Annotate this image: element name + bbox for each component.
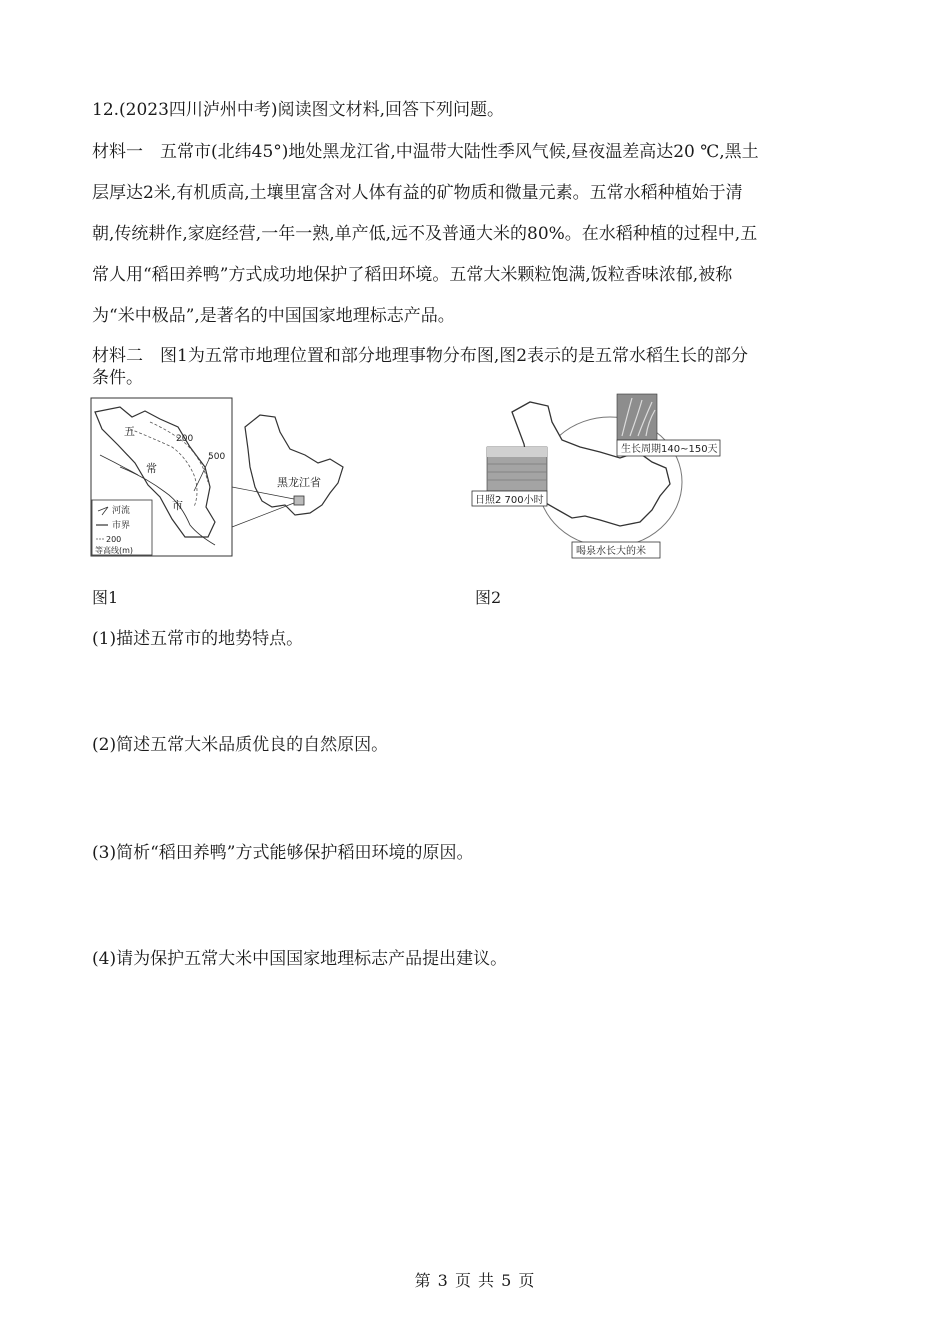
legend-river: 河流 bbox=[112, 506, 131, 516]
page-footer: 第 3 页 共 5 页 bbox=[414, 1271, 536, 1290]
figure1-map bbox=[90, 397, 348, 559]
growth-cycle-label: 生长周期140~150天 bbox=[621, 444, 718, 455]
material-one-line: 常人用“稻田养鸭”方式成功地保护了稻田环境。五常大米颗粒饱满,饭粒香味浓郁,被称 bbox=[92, 265, 733, 285]
wuchang-marker bbox=[294, 496, 304, 505]
material-one-line: 为“米中极品”,是著名的中国国家地理标志产品。 bbox=[92, 306, 455, 326]
material-one-line: 朝,传统耕作,家庭经营,一年一熟,单产低,远不及普通大米的80%。在水稻种植的过程中,五 bbox=[92, 224, 758, 244]
contour-label: 200 bbox=[176, 434, 194, 444]
material-two-line: 条件。 bbox=[92, 368, 143, 388]
map-label-char: 市 bbox=[172, 499, 183, 512]
question-3: (3)简析“稻田养鸭”方式能够保护稻田环境的原因。 bbox=[92, 843, 474, 863]
spring-water-label: 喝泉水长大的米 bbox=[576, 546, 646, 557]
question-2: (2)简述五常大米品质优良的自然原因。 bbox=[92, 735, 389, 755]
material-two-line: 材料二 图1为五常市地理位置和部分地理事物分布图,图2表示的是五常水稻生长的部分 bbox=[92, 346, 749, 366]
legend-contour-value: 200 bbox=[106, 535, 122, 544]
question-header: 12.(2023四川泸州中考)阅读图文材料,回答下列问题。 bbox=[92, 100, 504, 120]
map-label-char: 常 bbox=[146, 462, 157, 475]
question-1: (1)描述五常市的地势特点。 bbox=[92, 629, 304, 649]
sunshine-label: 日照2 700小时 bbox=[475, 495, 544, 506]
contour-label: 500 bbox=[208, 452, 226, 462]
question-4: (4)请为保护五常大米中国国家地理标志产品提出建议。 bbox=[92, 949, 508, 969]
legend-boundary: 市界 bbox=[112, 521, 131, 531]
material-one-line: 材料一 五常市(北纬45°)地处黑龙江省,中温带大陆性季风气候,昼夜温差高达20 ℃,黑土 bbox=[92, 142, 759, 162]
figure1-caption: 图1 bbox=[92, 588, 119, 607]
material-one-line: 层厚达2米,有机质高,土壤里富含对人体有益的矿物质和微量元素。五常水稻种植始于清 bbox=[92, 183, 743, 203]
province-label: 黑龙江省 bbox=[277, 476, 321, 489]
figure2-diagram bbox=[470, 392, 730, 562]
legend-contour-label: 等高线(m) bbox=[95, 546, 134, 555]
map-label-char: 五 bbox=[124, 425, 135, 438]
figure2-caption: 图2 bbox=[475, 588, 502, 607]
